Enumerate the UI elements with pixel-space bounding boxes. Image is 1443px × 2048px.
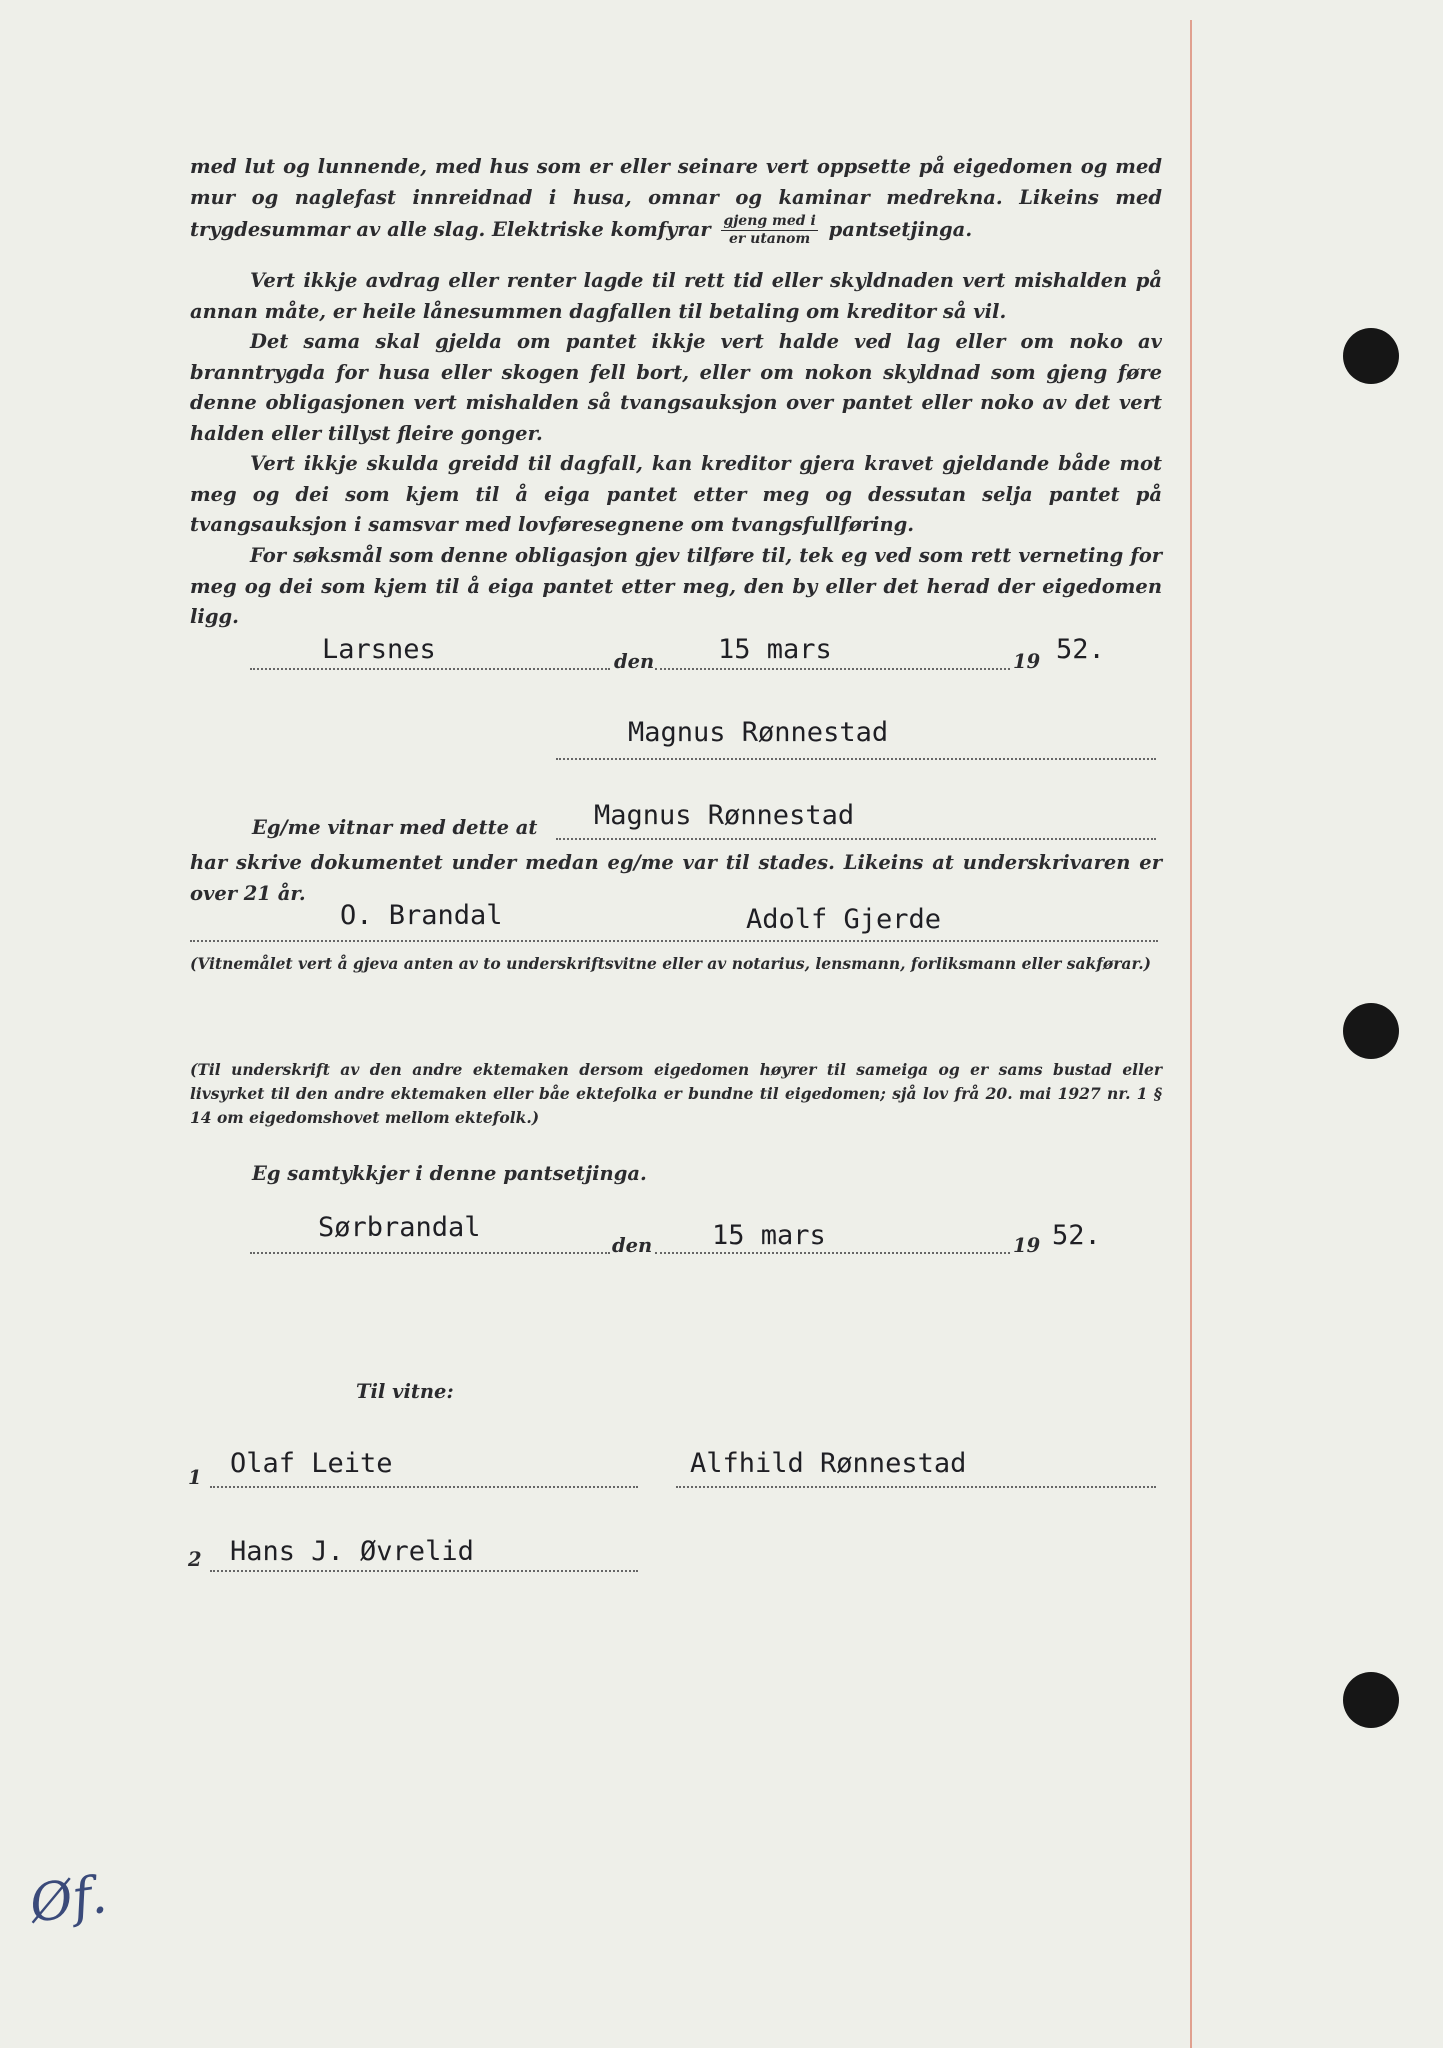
margin-line [1190, 20, 1192, 2048]
signing-date-2: 15 mars [712, 1220, 826, 1251]
punch-hole [1343, 1003, 1399, 1059]
witness-note: (Vitnemålet vert å gjeva anten av to underskriftsvitne eller av notarius, lensmann, forliksmann eller sakførar.) [190, 954, 1151, 973]
paragraph-venue: For søksmål som denne obligasjon gjev tilføre til, tek eg ved som rett verneting for meg og dei som kjem til å eiga pantet etter meg, den by eller det herad der eigedomen ligg. [190, 544, 1162, 628]
til-vitne-label: Til vitne: [356, 1380, 454, 1403]
signature-line [556, 758, 1156, 760]
year-prefix: 19 [1013, 650, 1041, 673]
paragraph-default: Vert ikkje avdrag eller renter lagde til rett tid eller skyldnaden vert mishalden på annan måte, er heile lånesummen dagfallen til betaling om kreditor så vil. [190, 269, 1162, 323]
spouse-signer-name: Alfhild Rønnestad [690, 1448, 967, 1479]
witness-hans-ovrelid: Hans J. Øvrelid [230, 1536, 474, 1567]
year-prefix-2: 19 [1013, 1234, 1041, 1257]
witness-line-1 [210, 1486, 638, 1488]
date-dotted-line-2 [655, 1252, 1010, 1254]
place-dotted-line-2 [250, 1252, 610, 1254]
witness-statement: har skrive dokumentet under medan eg/me var til stades. Likeins at underskrivaren er over 21 år. [190, 851, 1162, 905]
punch-hole [1343, 1672, 1399, 1728]
witness-2-name: Adolf Gjerde [746, 904, 942, 935]
handwritten-initials: Øf. [26, 1864, 111, 1936]
den-label: den [614, 650, 655, 673]
signing-place-2: Sørbrandal [318, 1212, 481, 1243]
spouse-signature-line [676, 1486, 1156, 1488]
signing-date: 15 mars [718, 634, 832, 665]
witness-number-2: 2 [188, 1548, 202, 1571]
signer-name: Magnus Rønnestad [628, 717, 889, 748]
fraction-gjeng-med-i: $\frac{\text{gjeng med i}}{\text{er utanom}}$ [723, 213, 816, 247]
place-dotted-line [250, 668, 610, 670]
witness-subject-name: Magnus Rønnestad [594, 800, 855, 831]
paragraph-enforcement: Vert ikkje skulda greidd til dagfall, kan kreditor gjera kravet gjeldande både mot meg og dei som kjem til å eiga pantet etter meg og dessutan selja pantet på tvangsauksjon i samsvar med lovføresegnene om tvangsfullføring. [190, 452, 1162, 536]
paragraph-collateral: med lut og lunnende, med hus som er eller seinare vert oppsette på eigedomen og med mur og naglefast innreidnad i husa, omnar og kaminar medrekna. Likeins med trygdesummar av alle slag. Elektriske komfyrar $\frac{\text{gjeng med i}}{\text{er utanom}}$ pantsetjinga. [190, 155, 1162, 247]
date-dotted-line [655, 668, 1010, 670]
paragraph-insurance: Det sama skal gjelda om pantet ikkje vert halde ved lag eller om noko av branntrygda for husa eller skogen fell bort, eller om nokon skyldnad som gjeng føre denne obligasjonen vert mishalden så tvangsauksjon over pantet eller noko av det vert halden eller tillyst fleire gonger. [190, 330, 1162, 445]
witness-olaf-leite: Olaf Leite [230, 1448, 393, 1479]
witness-intro: Eg/me vitnar med dette at [252, 816, 538, 839]
spouse-note: (Til underskrift av den andre ektemaken dersom eigedomen høyrer til sameiga og er sams bustad eller livsyrket til den andre ektemaken eller båe ektefolka er bundne til eigedomen; sjå lov frå 20. mai 1927 nr. 1 § 14 om eigedomshovet mellom ektefolk.) [190, 1060, 1162, 1127]
witness-number-1: 1 [188, 1466, 202, 1489]
year-suffix-2: 52. [1052, 1220, 1101, 1251]
witness-line-2 [210, 1570, 638, 1572]
den-label-2: den [612, 1234, 653, 1257]
punch-hole [1343, 328, 1399, 384]
witness-signatures-line [190, 940, 1158, 942]
witness-subject-line [556, 838, 1156, 840]
witness-1-name: O. Brandal [340, 900, 503, 931]
year-suffix: 52. [1056, 634, 1105, 665]
consent-statement: Eg samtykkjer i denne pantsetjinga. [252, 1162, 647, 1185]
signing-place: Larsnes [322, 634, 436, 665]
